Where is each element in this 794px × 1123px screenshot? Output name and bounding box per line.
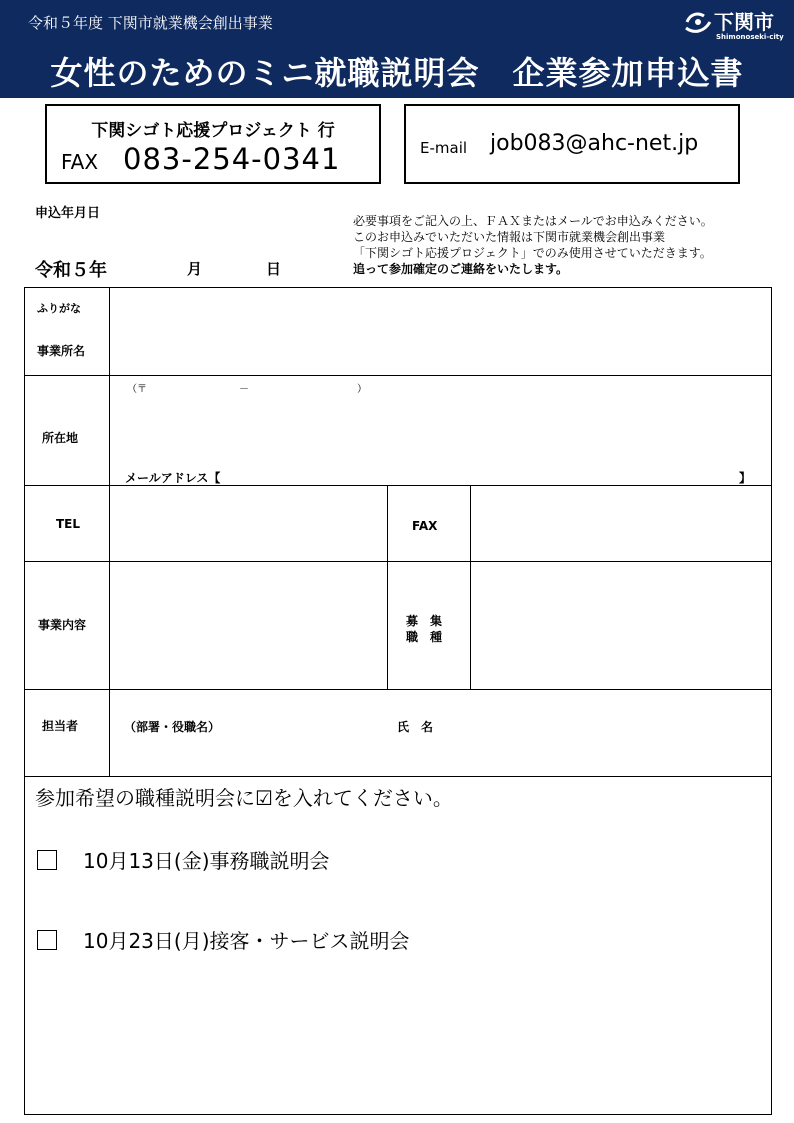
tel-label: TEL [56, 517, 81, 531]
page-title: 女性のためのミニ就職説明会 企業参加申込書 [50, 54, 744, 92]
city-logo-text: 下関市 [714, 10, 774, 34]
person-label: 担当者 [42, 719, 79, 733]
postal-close: ） [357, 384, 367, 395]
recruit-label-line1: 募 集 [406, 614, 443, 628]
header-subtitle: 令和５年度 下関市就業機会創出事業 [28, 14, 273, 32]
row-divider [25, 689, 771, 690]
date-year: 令和５年 [35, 260, 107, 281]
fax-destination-box [45, 104, 381, 184]
email-field-label: メールアドレス【 [125, 471, 221, 485]
choice-item[interactable] [37, 845, 330, 874]
column-divider [470, 485, 471, 689]
company-name-field[interactable] [111, 328, 769, 372]
row-divider [25, 375, 771, 376]
department-label: （部署・役職名） [124, 720, 221, 734]
row-divider [25, 776, 771, 777]
column-divider [387, 485, 388, 689]
checkbox[interactable] [37, 850, 57, 870]
furigana-label: ふりがな [37, 302, 81, 315]
recruit-field[interactable] [472, 563, 769, 687]
department-field[interactable] [245, 698, 393, 768]
label-column-divider [109, 288, 110, 776]
address-field[interactable] [111, 377, 769, 461]
business-label: 事業内容 [38, 618, 87, 632]
tel-field[interactable] [111, 487, 385, 559]
recruit-label-line2: 職 種 [406, 630, 443, 644]
email-label: E-mail [420, 139, 468, 157]
application-date-label: 申込年月日 [35, 206, 101, 221]
choice-item[interactable] [37, 925, 410, 954]
name-field[interactable] [449, 698, 767, 768]
checkbox[interactable] [37, 930, 57, 950]
fax-field-label: FAX [412, 519, 438, 533]
company-name-label: 事業所名 [37, 344, 86, 358]
application-form [24, 287, 772, 1115]
city-logo-roman: Shimonoseki-city [716, 33, 784, 41]
email-address[interactable]: job083@ahc-net.jp [490, 131, 699, 156]
postal-open: （〒 [127, 384, 147, 395]
note-line-bold: 追って参加確定のご連絡をいたします。 [353, 262, 569, 276]
header-banner [0, 0, 794, 98]
email-field-close: 】 [739, 471, 752, 485]
date-day: 日 [266, 260, 282, 278]
fax-number: 083-254-0341 [123, 142, 341, 176]
furigana-field[interactable] [111, 290, 769, 324]
note-line: 「下関シゴト応援プロジェクト」でのみ使用させていただきます。 [353, 246, 712, 260]
note-line: 必要事項をご記入の上、ＦＡＸまたはメールでお申込みください。 [353, 214, 713, 228]
note-line: このお申込みでいただいた情報は下関市就業機会創出事業 [353, 230, 666, 244]
choice-label: 10月23日(月)接客・サービス説明会 [83, 929, 410, 953]
city-logo [684, 6, 788, 42]
fax-label: FAX [61, 150, 99, 174]
name-label: 氏 名 [397, 720, 434, 734]
fax-field[interactable] [472, 487, 769, 559]
business-field[interactable] [111, 563, 385, 687]
fax-destination: 下関シゴト応援プロジェクト 行 [91, 121, 335, 141]
email-box [404, 104, 740, 184]
city-emblem-icon [684, 8, 712, 34]
address-label: 所在地 [42, 431, 79, 445]
choice-heading: 参加希望の職種説明会に☑を入れてください。 [35, 786, 453, 810]
instructions-notes [353, 213, 713, 277]
date-month: 月 [187, 260, 203, 278]
postal-dash: － [239, 384, 249, 395]
email-field[interactable] [247, 465, 735, 483]
row-divider [25, 561, 771, 562]
choice-label: 10月13日(金)事務職説明会 [83, 849, 330, 873]
